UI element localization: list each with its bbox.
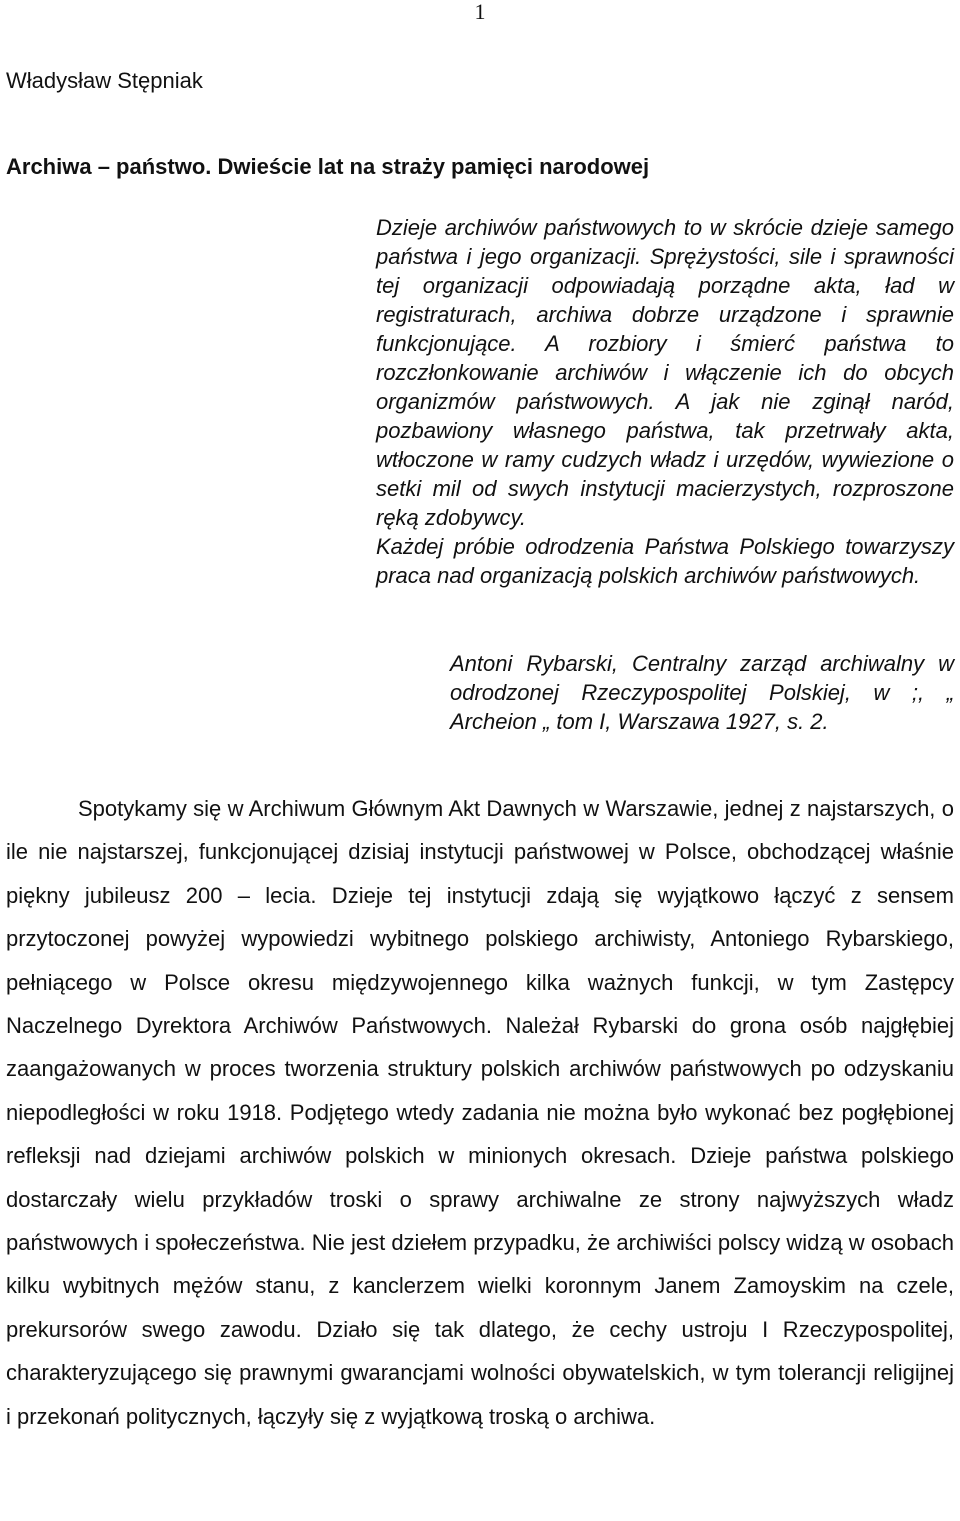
document-title: Archiwa – państwo. Dwieście lat na straży pamięci narodowej bbox=[6, 154, 650, 179]
epigraph-source: Antoni Rybarski, Centralny zarząd archiwalny w odrodzonej Rzeczypospolitej Polskiej, w ;, „ Archeion „ tom I, Warszawa 1927, s. 2. bbox=[450, 651, 954, 734]
body-paragraph: Spotykamy się w Archiwum Głównym Akt Dawnych w Warszawie, jednej z najstarszych, o ile nie najstarszej, funkcjonującej dzisiaj instytucji państwowej w Polsce, obchodzącej właśnie piękny jubileusz 200 – lecia. Dzieje tej instytucji zdają się wyjątkowo łączyć z sensem przytoczonej powyżej wypowiedzi wybitnego polskiego archiwisty, Antoniego Rybarskiego, pełniącego w Polsce okresu międzywojennego kilka ważnych funkcji, w tym Zastępcy Naczelnego Dyrektora Archiwów Państwowych. Należał Rybarski do grona osób najgłębiej zaangażowanych w proces tworzenia struktury polskich archiwów państwowych po odzyskaniu niepodległości w roku 1918. Podjętego wtedy zadania nie można było wykonać bez pogłębionej refleksji nad dziejami archiwów polskich w minionych okresach. Dzieje państwa polskiego dostarczały wielu przykładów troski o sprawy archiwalne ze strony najwyższych władz państwowych i społeczeństwa. Nie jest dziełem przypadku, że archiwiści polscy widzą w osobach kilku wybitnych mężów stanu, z kanclerzem wielki koronnym Janem Zamoyskim na czele, prekursorów swego zawodu. Działo się tak dlatego, że cechy ustroju I Rzeczypospolitej, charakteryzującego się prawnymi gwarancjami wolności obywatelskich, w tym tolerancji religijnej i przekonań politycznych, łączyły się z wyjątkową troską o archiwa. bbox=[6, 796, 954, 1429]
author-name: Władysław Stępniak bbox=[6, 68, 203, 93]
page-number: 1 bbox=[474, 0, 486, 24]
epigraph-quote-text: Dzieje archiwów państwowych to w skrócie dzieje samego państwa i jego organizacji. Sprężystości, sile i sprawności tej organizacji odpowiadają porządne akta, ład w registraturach, archiwa dobrze urządzone i sprawnie funkcjonujące. A rozbiory i śmierć państwa to rozczłonkowanie archiwów i włączenie ich do obcych organizmów państwowych. A jak nie zginął naród, pozbawiony własnego państwa, tak przetrwały akta, wtłoczone w ramy cudzych władz i urzędów, wywiezione o setki mil od swych instytucji macierzystych, rozproszone ręką zdobywcy. bbox=[376, 215, 954, 530]
epigraph-quote-text-2: Każdej próbie odrodzenia Państwa Polskiego towarzyszy praca nad organizacją polskich archiwów państwowych. bbox=[376, 534, 954, 588]
epigraph-quote bbox=[376, 213, 954, 590]
